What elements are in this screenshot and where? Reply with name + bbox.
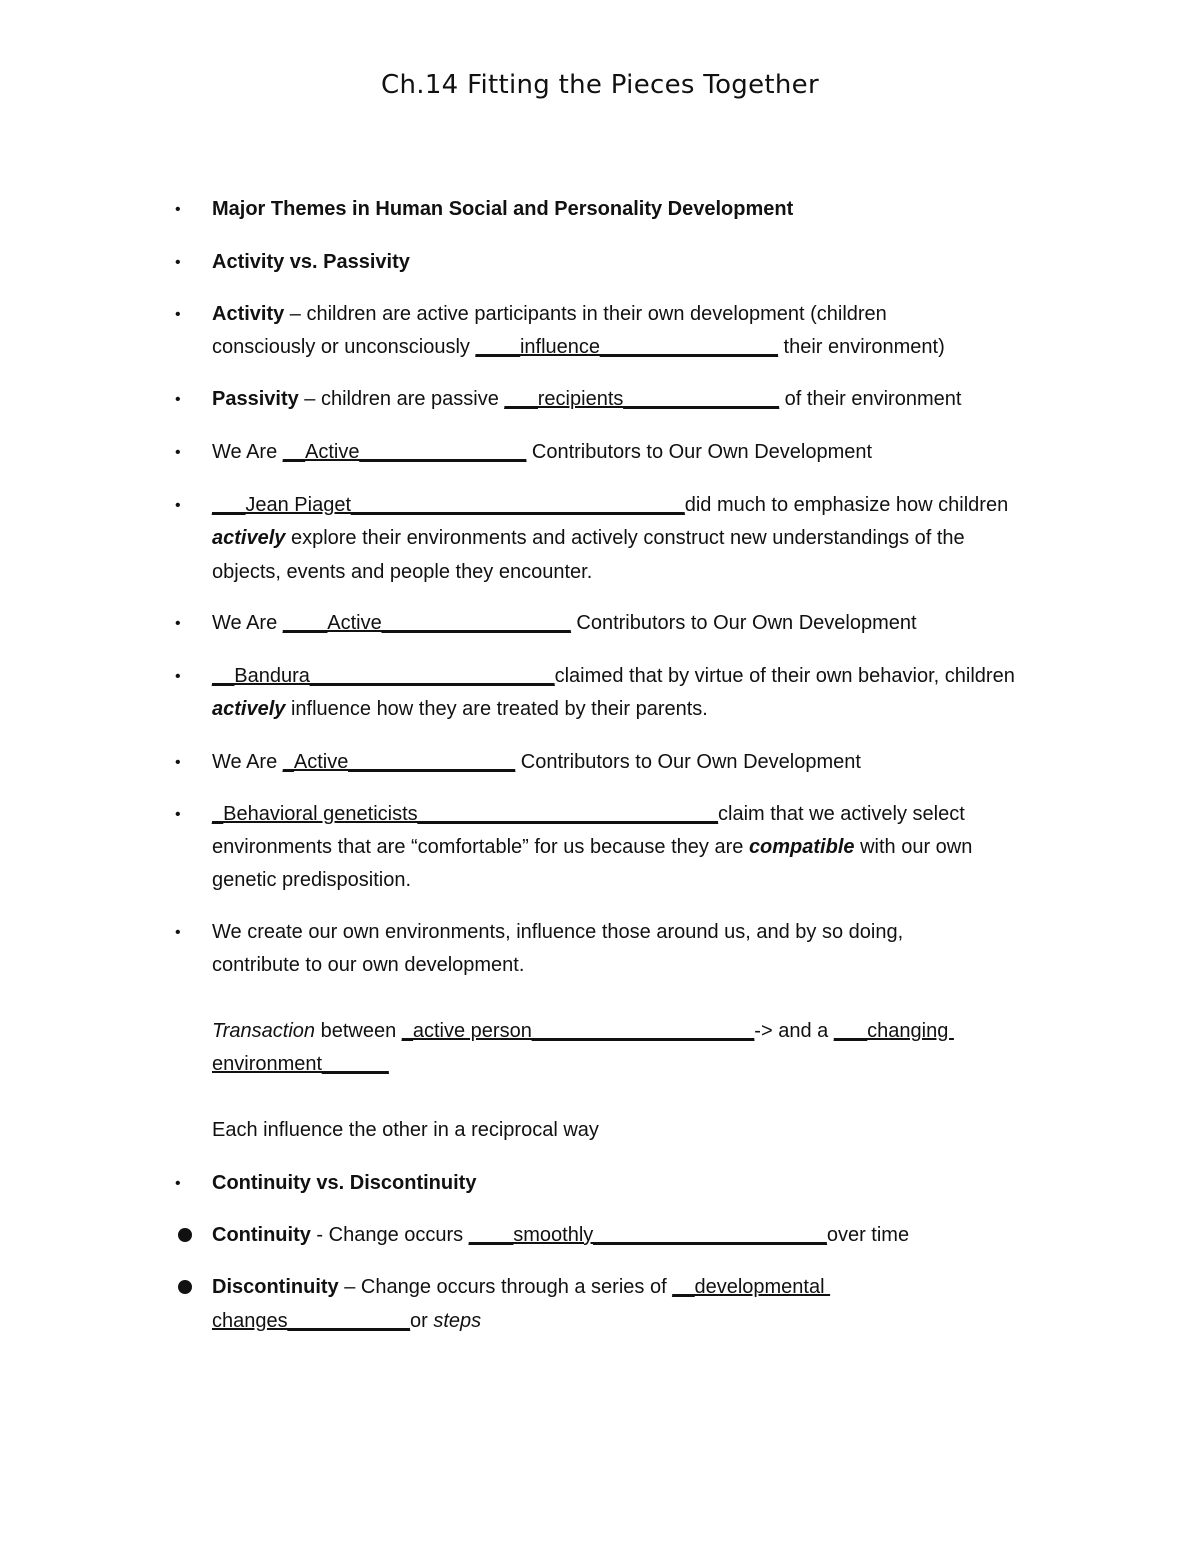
topic-heading: Continuity vs. Discontinuity (212, 1172, 477, 1194)
passivity-definition: Passivity – children are passive ___recipients______________ of their environment (212, 388, 962, 410)
bullet-icon: • (175, 444, 181, 461)
piaget-statement-cont: objects, events and people they encounter. (212, 561, 593, 583)
summary-statement-cont: contribute to our own development. (212, 954, 525, 976)
fill-blank: __developmental (672, 1276, 831, 1298)
fill-blank: ____smoothly_____________________ (468, 1224, 827, 1246)
discontinuity-definition: Discontinuity – Change occurs through a series of __developmental (212, 1276, 831, 1298)
transaction-statement: Transaction between _active person____________________-> and a ___changing (212, 1020, 954, 1042)
bullet-icon: • (175, 668, 181, 685)
statement: We Are __Active_______________ Contributors to Our Own Development (212, 441, 873, 463)
fill-blank: environment______ (212, 1053, 389, 1075)
bullet-icon: • (175, 391, 181, 408)
section-heading: Major Themes in Human Social and Personality Development (212, 198, 794, 220)
bullet-icon: • (175, 306, 181, 323)
piaget-statement-cont: actively explore their environments and actively construct new understandings of the (212, 527, 965, 549)
statement: We Are _Active_______________ Contributors to Our Own Development (212, 751, 861, 773)
summary-statement: We create our own environments, influence those around us, and by so doing, (212, 921, 904, 943)
bullet-icon: • (175, 806, 181, 823)
topic-heading: Activity vs. Passivity (212, 251, 410, 273)
fill-blank: _active person____________________ (401, 1020, 755, 1042)
fill-blank: __Active_______________ (282, 441, 527, 463)
reciprocal-statement: Each influence the other in a reciprocal way (212, 1119, 599, 1141)
bullet-icon: • (175, 1175, 181, 1192)
bandura-statement-cont: actively influence how they are treated by their parents. (212, 698, 708, 720)
geneticists-statement-cont: genetic predisposition. (212, 869, 412, 891)
activity-definition: Activity – children are active participants in their own development (children (212, 303, 887, 325)
discontinuity-definition-cont: changes___________or steps (212, 1310, 482, 1332)
fill-blank: __Bandura______________________ (212, 665, 555, 687)
piaget-statement: ___Jean Piaget______________________________did much to emphasize how children (212, 494, 1009, 516)
activity-definition-cont: consciously or unconsciously ____influence________________ their environment) (212, 336, 945, 358)
statement: We Are ____Active_________________ Contributors to Our Own Development (212, 612, 917, 634)
fill-blank: ____Active_________________ (282, 612, 571, 634)
bullet-icon: • (175, 615, 181, 632)
bullet-icon: • (175, 754, 181, 771)
filled-circle-bullet-icon (178, 1280, 192, 1294)
fill-blank: ___changing (833, 1020, 954, 1042)
fill-blank: _Behavioral geneticists___________________________ (212, 803, 718, 825)
page-title: Ch.14 Fitting the Pieces Together (381, 70, 819, 100)
geneticists-statement-cont: environments that are “comfortable” for us because they are compatible with our own (212, 836, 973, 858)
fill-blank: ____influence________________ (475, 336, 778, 358)
bullet-icon: • (175, 924, 181, 941)
bullet-icon: • (175, 497, 181, 514)
continuity-definition: Continuity - Change occurs ____smoothly_____________________over time (212, 1224, 910, 1246)
fill-blank: _Active_______________ (282, 751, 516, 773)
fill-blank: ___Jean Piaget______________________________ (212, 494, 685, 516)
transaction-statement-cont (212, 1051, 389, 1077)
fill-blank: changes___________ (212, 1310, 410, 1332)
filled-circle-bullet-icon (178, 1228, 192, 1242)
bandura-statement: __Bandura______________________claimed that by virtue of their own behavior, children (212, 665, 1015, 687)
bullet-icon: • (175, 201, 181, 218)
fill-blank: ___recipients______________ (504, 388, 780, 410)
bullet-icon: • (175, 254, 181, 271)
geneticists-statement: _Behavioral geneticists___________________________claim that we actively select (212, 803, 965, 825)
